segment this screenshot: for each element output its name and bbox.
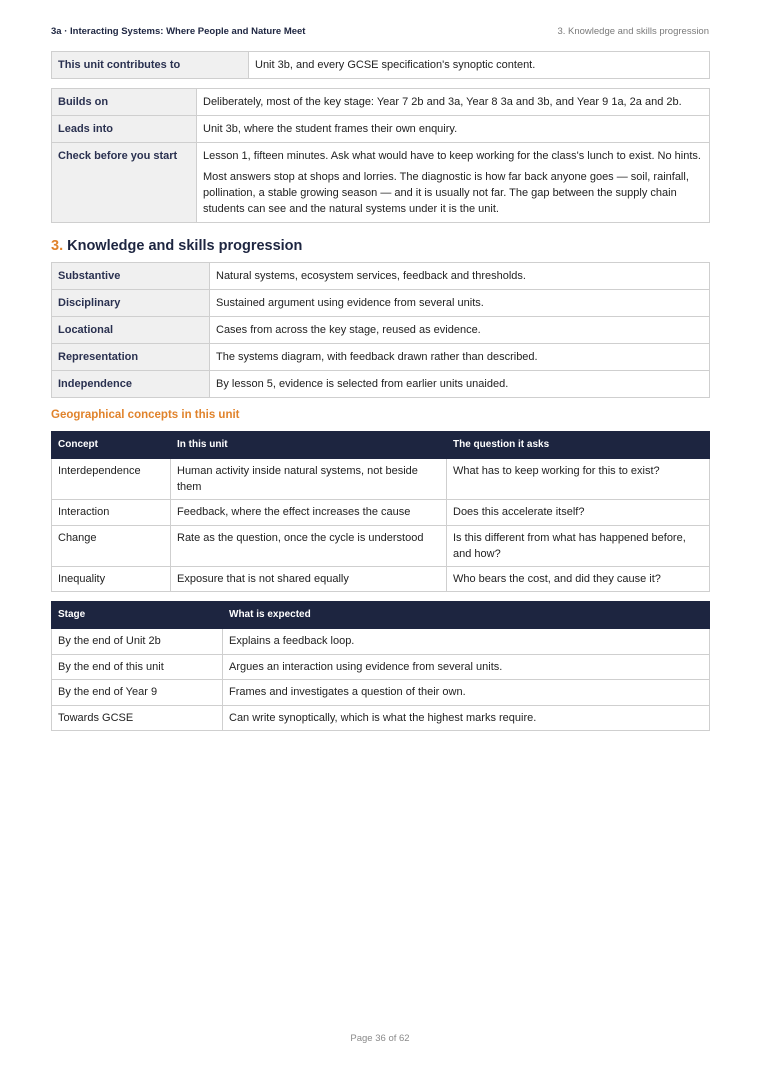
table-row [52,317,710,344]
table-cell: What has to keep working for this to exist? [447,459,710,500]
table-row [52,344,710,371]
column-header: Concept [52,432,171,459]
unit-context-table [51,88,710,223]
table-row [52,89,710,116]
column-header: The question it asks [447,432,710,459]
table-cell: Inequality [52,566,171,592]
table-row [52,629,710,655]
table-cell: By the end of Unit 2b [52,629,223,655]
progression-table [51,262,710,398]
table-row [52,143,710,223]
leads-into-label: Leads into [52,116,197,143]
check-label: Check before you start [52,143,197,223]
table-cell: By the end of this unit [52,654,223,680]
table-cell: Rate as the question, once the cycle is understood [171,525,447,566]
column-header: In this unit [171,432,447,459]
table-row [52,371,710,398]
section-heading [51,238,710,262]
table-row [52,459,710,500]
builds-on-label: Builds on [52,89,197,116]
table-row [52,705,710,731]
progression-value: Cases from across the key stage, reused as evidence. [210,317,710,344]
document-title: 3a · Interacting Systems: Where People and Nature Meet [51,26,306,37]
table-cell: Feedback, where the effect increases the cause [171,500,447,526]
table-cell: Interdependence [52,459,171,500]
section-running-title: 3. Knowledge and skills progression [557,26,709,37]
leads-into-value: Unit 3b, where the student frames their own enquiry. [197,116,710,143]
table-row [52,680,710,706]
page-header [51,26,709,44]
table-cell: Is this different from what has happened before, and how? [447,525,710,566]
table-row [52,263,710,290]
section-title: Knowledge and skills progression [67,238,303,254]
table-cell: Can write synoptically, which is what the highest marks require. [223,705,710,731]
progression-value: By lesson 5, evidence is selected from earlier units unaided. [210,371,710,398]
check-paragraph-1: Lesson 1, fifteen minutes. Ask what would have to keep working for the class's lunch to exist. No hints. [203,150,701,162]
stages-table [51,601,710,731]
progression-label: Disciplinary [52,290,210,317]
table-cell: Towards GCSE [52,705,223,731]
contributes-value: Unit 3b, and every GCSE specification's synoptic content. [249,52,710,79]
page-number: Page 36 of 62 [350,1033,410,1044]
table-cell: Human activity inside natural systems, not beside them [171,459,447,500]
section-number: 3. [51,238,64,254]
table-row [52,654,710,680]
table-row [52,525,710,566]
table-header-row [52,432,710,459]
table-row [52,566,710,592]
table-row [52,290,710,317]
table-cell: Frames and investigates a question of their own. [223,680,710,706]
progression-label: Representation [52,344,210,371]
progression-label: Substantive [52,263,210,290]
column-header: Stage [52,602,223,629]
contributes-label: This unit contributes to [52,52,249,79]
table-row [52,52,710,79]
table-row [52,116,710,143]
table-cell: Change [52,525,171,566]
page-content [51,51,710,731]
table-cell: Interaction [52,500,171,526]
table-row [52,500,710,526]
table-cell: Argues an interaction using evidence from several units. [223,654,710,680]
progression-value: The systems diagram, with feedback drawn rather than described. [210,344,710,371]
progression-label: Locational [52,317,210,344]
concepts-table [51,431,710,592]
table-header-row [52,602,710,629]
table-cell: Does this accelerate itself? [447,500,710,526]
check-paragraph-2: Most answers stop at shops and lorries. The diagnostic is how far back anyone goes — soil, rainfall, pollination, a stable growing season — and it is usually not far. The gap between the supply chain students can see and the natural systems under it is the unit. [203,171,689,215]
table-cell: Exposure that is not shared equally [171,566,447,592]
progression-value: Natural systems, ecosystem services, feedback and thresholds. [210,263,710,290]
builds-on-value: Deliberately, most of the key stage: Year 7 2b and 3a, Year 8 3a and 3b, and Year 9 1a, 2a and 2b. [197,89,710,116]
table-cell: Who bears the cost, and did they cause it? [447,566,710,592]
progression-value: Sustained argument using evidence from several units. [210,290,710,317]
concepts-heading: Geographical concepts in this unit [51,409,240,421]
contributes-table [51,51,710,79]
table-cell: Explains a feedback loop. [223,629,710,655]
table-cell: By the end of Year 9 [52,680,223,706]
progression-label: Independence [52,371,210,398]
check-value [197,143,710,223]
column-header: What is expected [223,602,710,629]
